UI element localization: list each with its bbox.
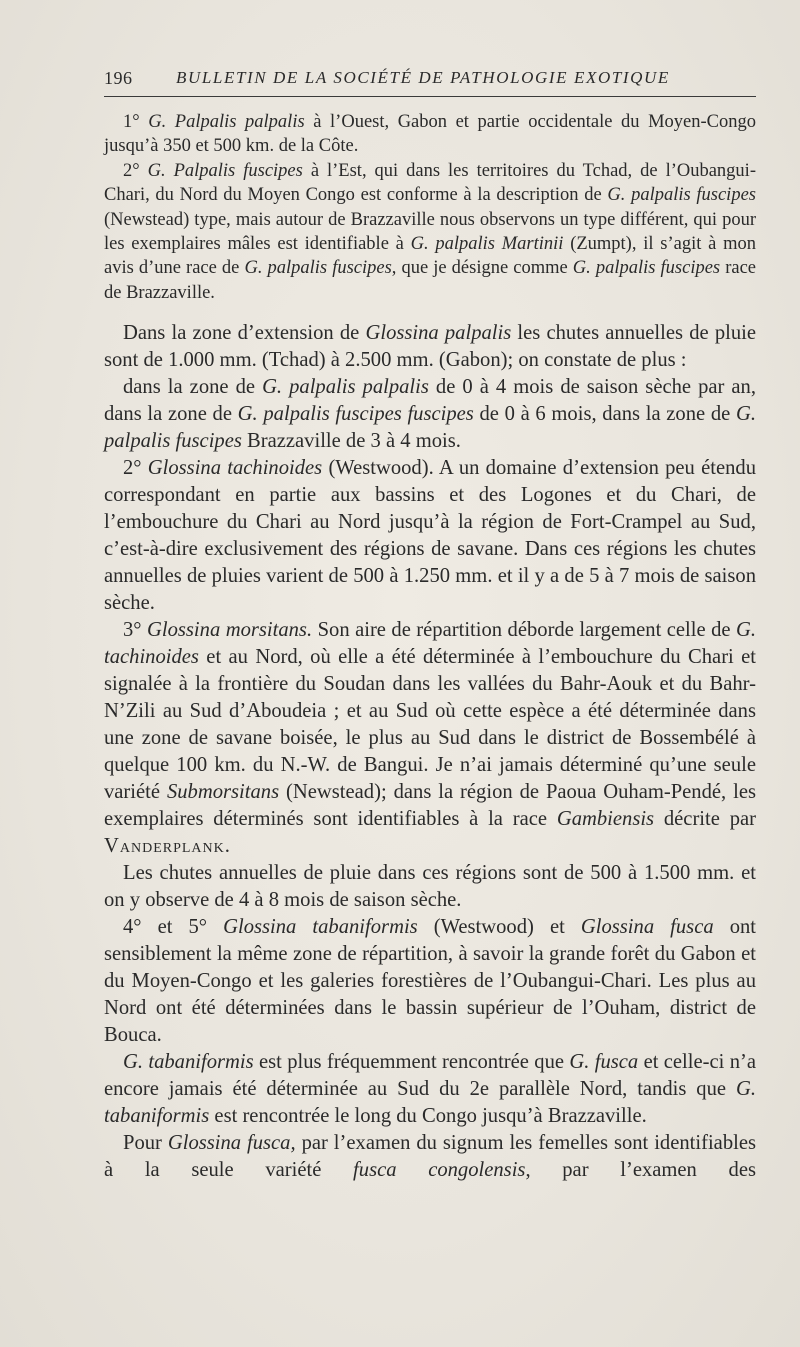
paragraph-morsitans: 3° Glossina morsitans. Son aire de répartition déborde largement celle de G. tachinoides et au Nord, où elle a été déterminée à l’embouchure du Chari et signalée à la frontière du Soudan dans les vallées du Bahr-Aouk et du Bahr-N’Zili au Sud d’Aboudeia ; et au Sud où cette espèce a été déterminée dans une zone de savane boisée, le plus au Sud dans le district de Bossembélé à quelque 100 km. du N.-W. de Bangui. Je n’ai jamais déterminé qu’une seule variété Submorsitans (Newstead); dans la région de Paoua Ouham-Pendé, les exemplaires déterminés sont identifiables à la race Gambiensis décrite par Vanderplank. bbox=[104, 619, 757, 857]
species-list-block bbox=[104, 110, 756, 305]
paragraph-palpalis-fuscipes: 2° G. Palpalis fuscipes à l’Est, qui dans les territoires du Tchad, de l’Oubangui-Chari, du Nord du Moyen Congo est conforme à la description de G. palpalis fuscipes (Newstead) type, mais autour de Brazzaville nous observons un type différent, qui pour les exemplaires mâles est identifiable à G. palpalis Martinii (Zumpt), il s’agit à mon avis d’une race de G. palpalis fuscipes, que je désigne comme G. palpalis fuscipes race de Brazzaville. bbox=[104, 160, 756, 303]
paragraph-tabaniformis-fusca: 4° et 5° Glossina tabaniformis (Westwood) et Glossina fusca ont sensiblement la même zone de répartition, à savoir la grande forêt du Gabon et du Moyen-Congo et les galeries forestières de l’Oubangui-Chari. Les plus au Nord ont été déterminées dans le bassin supérieur de l’Ouham, district de Bouca. bbox=[104, 916, 757, 1046]
page-header bbox=[104, 64, 756, 94]
paragraph-tachinoides: 2° Glossina tachinoides (Westwood). A un domaine d’extension peu étendu correspondant en partie aux bassins et des Logones et du Chari, de l’embouchure du Chari au Nord jusqu’à la région de Fort-Crampel au Sud, c’est-à-dire exclusivement des régions de savane. Dans ces régions les chutes annuelles de pluies varient de 500 à 1.250 mm. et il y a de 5 à 7 mois de saison sèche. bbox=[104, 457, 756, 614]
paragraph-fusca-signum: Pour Glossina fusca, par l’examen du signum les femelles sont identifiables à la seule variété fusca congolensis, par l’examen des bbox=[104, 1132, 756, 1181]
paragraph-dry-season: dans la zone de G. palpalis palpalis de 0 à 4 mois de saison sèche par an, dans la zone de G. palpalis fuscipes fuscipes de 0 à 6 mois, dans la zone de G. palpalis fuscipes Brazzaville de 3 à 4 mois. bbox=[104, 376, 756, 452]
header-rule bbox=[104, 96, 756, 97]
paragraph-tabaniformis-frequency: G. tabaniformis est plus fréquemment rencontrée que G. fusca et celle-ci n’a encore jamais été déterminée au Sud du 2e parallèle Nord, tandis que G. tabaniformis est rencontrée le long du Congo jusqu’à Brazzaville. bbox=[104, 1051, 757, 1127]
paragraph-morsitans-rainfall: Les chutes annuelles de pluie dans ces régions sont de 500 à 1.500 mm. et on y observe de 4 à 8 mois de saison sèche. bbox=[104, 862, 756, 911]
running-title: BULLETIN DE LA SOCIÉTÉ DE PATHOLOGIE EXOTIQUE bbox=[176, 68, 670, 87]
paragraph-rainfall-palpalis: Dans la zone d’extension de Glossina palpalis les chutes annuelles de pluie sont de 1.000 mm. (Tchad) à 2.500 mm. (Gabon); on constate de plus : bbox=[104, 322, 756, 371]
main-text-block bbox=[104, 320, 756, 1184]
page-number: 196 bbox=[104, 68, 133, 88]
paragraph-palpalis-palpalis: 1° G. Palpalis palpalis à l’Ouest, Gabon et partie occidentale du Moyen-Congo jusqu’à 350 et 500 km. de la Côte. bbox=[104, 112, 757, 157]
